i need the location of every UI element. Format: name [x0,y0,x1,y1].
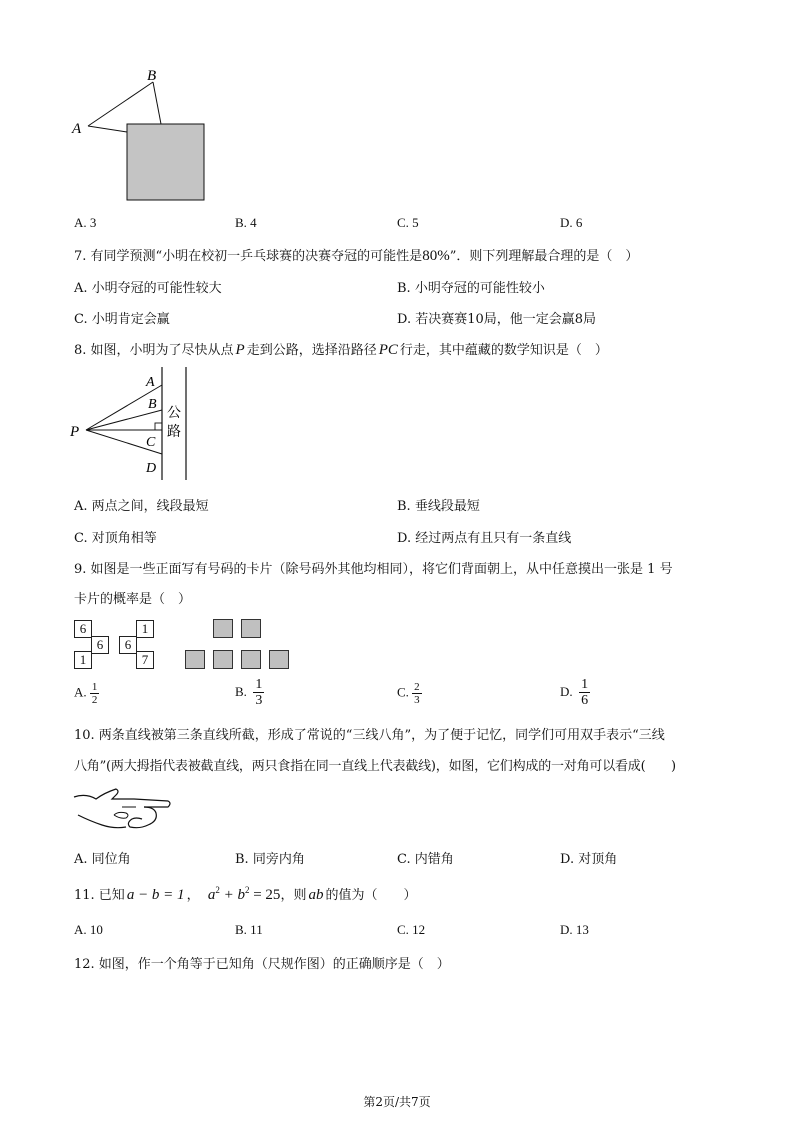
q8-option-c[interactable]: C. 对顶角相等 [74,531,157,546]
q6-option-b[interactable]: B. 4 [235,215,257,230]
q9-card: 6 [119,636,137,654]
q7-option-b[interactable]: B. 小明夺冠的可能性较小 [397,281,545,296]
q11-equation-1: a − b = 1 [126,887,185,903]
q10-hands-figure [70,785,175,835]
q9-stem-line1: 9. 如图是一些正面写有号码的卡片（除号码外其他均相同），将它们背面朝上，从中任意摸出一张是 1 号 [74,562,673,577]
q8-stem-prefix: 8. 如图，小明为了尽快从点 [74,343,234,358]
q8-stem [74,339,608,359]
q11-eq2-end: = 25 [249,887,281,903]
q9-card: 1 [74,651,92,669]
q9-face-down-card [241,650,261,669]
q8-label-c: C [146,435,156,450]
q9-card: 1 [136,620,154,638]
q8-label-d: D [146,461,157,476]
q11-option-c[interactable]: C. 12 [397,922,426,937]
q8-figure [66,362,196,487]
q9-face-down-card [241,619,261,638]
q9-option-b-numerator: 1 [255,677,263,692]
q8-option-b[interactable]: B. 垂线段最短 [397,499,480,514]
q10-option-d[interactable]: D. 对顶角 [560,852,618,867]
q11-option-d[interactable]: D. 13 [560,922,589,937]
q8-stem-mid: 走到公路，选择沿路径 [246,343,377,358]
q11-eq2-exp-b: 2 [244,885,250,895]
q9-card: 7 [136,651,154,669]
q9-card: 6 [74,620,92,638]
q11-option-b[interactable]: B. 11 [235,922,263,937]
q11-stem [74,884,416,904]
q9-option-c-numerator: 2 [414,681,420,693]
q6-label-a: A [72,121,82,137]
q10-option-a[interactable]: A. 同位角 [74,852,131,867]
q9-option-d[interactable] [560,677,590,709]
q8-label-p: P [70,424,80,440]
q6-option-a[interactable]: A. 3 [74,215,97,230]
q7-option-d[interactable]: D. 若决赛赛10局，他一定会赢8局 [397,312,597,327]
q9-option-a-denominator: 2 [91,694,98,707]
q11-equation-2 [208,887,281,903]
q8-label-a: A [146,375,155,390]
q7-stem [74,245,638,265]
q8-stem-point-p: P [235,342,245,358]
q9-card: 6 [91,636,109,654]
q11-option-a[interactable]: A. 10 [74,922,103,937]
q11-eq2-a: a [207,887,216,903]
q6-square [127,124,204,200]
q9-stem-line2: 卡片的概率是（ ） [74,592,192,607]
q10-option-b[interactable]: B. 同旁内角 [235,852,305,867]
q11-stem-suffix: 的值为（ ） [325,888,417,903]
q9-option-a-prefix: A. [74,684,87,700]
q8-road-char-1: 公 [167,405,181,421]
q11-stem-prefix: 11. 已知 [74,888,125,903]
q11-eq2-exp-a: 2 [215,885,220,895]
q7-option-a[interactable]: A. 小明夺冠的可能性较大 [74,281,222,296]
q10-stem-line2: 八角”(两大拇指代表被截直线，两只食指在同一直线上代表截线)，如图，它们构成的一对角可以看成( ) [74,759,676,774]
q6-option-d[interactable]: D. 6 [560,215,583,230]
q7-option-c[interactable]: C. 小明肯定会赢 [74,312,170,327]
q9-face-down-card [213,650,233,669]
q9-option-b[interactable] [235,677,264,709]
q9-option-b-prefix: B. [235,683,247,699]
q10-option-c[interactable]: C. 内错角 [397,852,454,867]
q9-face-down-card [269,650,289,669]
q9-option-c-denominator: 3 [414,694,420,707]
q9-option-d-denominator: 6 [581,693,589,709]
q8-option-d[interactable]: D. 经过两点有且只有一条直线 [397,531,572,546]
q9-face-down-card [185,650,205,669]
q9-option-a-numerator: 1 [91,681,98,693]
q7-stem-prefix: 7. 有同学预测“小明在校初一乒乓球赛的决赛夺冠的可能性是 [74,249,423,264]
q9-option-d-numerator: 1 [581,677,589,692]
q6-label-b: B [147,68,157,84]
q7-stem-suffix: ”．则下列理解最合理的是（ ） [449,249,639,264]
q8-option-a[interactable]: A. 两点之间，线段最短 [74,499,209,514]
q12-stem: 12. 如图，作一个角等于已知角（尺规作图）的正确顺序是（ ） [74,957,450,972]
q8-label-b: B [148,397,157,412]
q6-figure [60,62,220,207]
q8-stem-suffix: 行走，其中蕴藏的数学知识是（ ） [399,343,608,358]
q11-ab: ab [308,887,324,903]
q9-face-down-card [213,619,233,638]
q9-option-b-denominator: 3 [255,693,263,709]
q11-separator: ， [186,888,200,903]
q11-eq2-mid: + b [219,887,245,903]
q10-stem-line1: 10. 两条直线被第三条直线所截，形成了常说的“三线八角”，为了便于记忆，同学们可用双手表示“三线 [74,728,665,743]
q8-road-char-2: 路 [167,424,181,440]
q8-stem-path-pc: PC [378,342,398,358]
q9-option-a[interactable] [74,681,99,706]
q9-option-d-prefix: D. [560,683,573,699]
q8-right-angle-mark [155,423,162,430]
q11-stem-mid: ，则 [280,888,307,903]
q9-option-c-prefix: C. [397,684,409,700]
page-footer: 第2页/共7页 [363,1095,431,1109]
q6-option-c[interactable]: C. 5 [397,215,419,230]
q9-option-c[interactable] [397,681,422,706]
q7-stem-percent: 80% [422,248,450,264]
